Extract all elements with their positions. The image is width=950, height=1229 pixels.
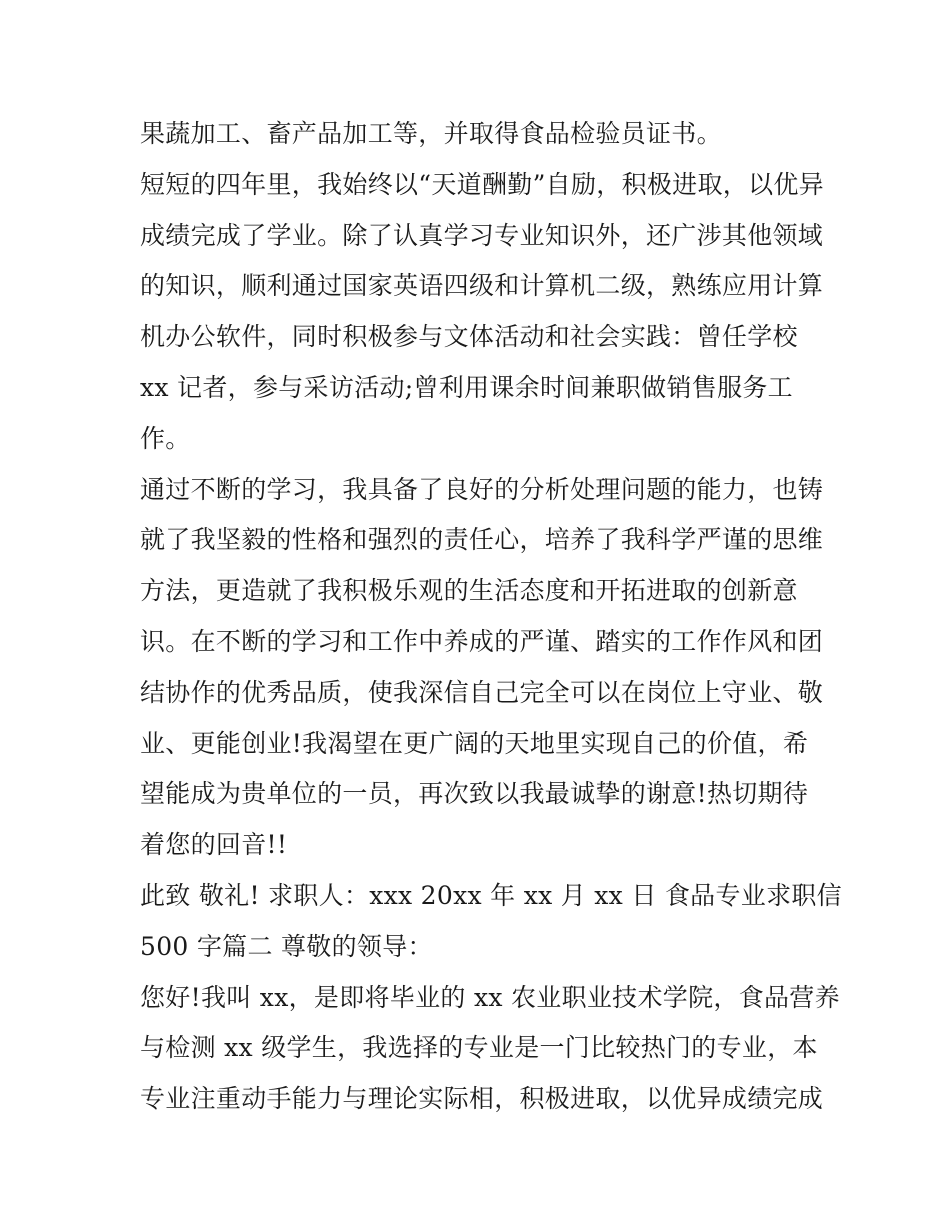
text-line: 果蔬加工、畜产品加工等，并取得食品检验员证书。 [140, 119, 722, 148]
text-line: 500 字篇二 尊敬的领导： [140, 931, 433, 961]
text-line: 的知识，顺利通过国家英语四级和计算机二级，熟练应用计算 [140, 271, 824, 301]
text-line: xx 记者，参与采访活动;曾利用课余时间兼职做销售服务工 [140, 372, 793, 402]
text-line: 专业注重动手能力与理论实际相，积极进取，以优异成绩完成 [140, 1084, 824, 1114]
text-line: 成绩完成了学业。除了认真学习专业知识外，还广涉其他领域 [140, 220, 824, 250]
text-line: 与检测 xx 级学生，我选择的专业是一门比较热门的专业，本 [140, 1033, 818, 1063]
text-line: 业、更能创业!我渴望在更广阔的天地里实现自己的价值，希 [140, 728, 809, 758]
text-line: 短短的四年里，我始终以“天道酬勤”自励，积极进取，以优异 [140, 169, 824, 199]
text-line: 着您的回音!! [140, 830, 288, 860]
document-body [140, 109, 842, 1125]
text-line: 就了我坚毅的性格和强烈的责任心，培养了我科学严谨的思维 [140, 525, 824, 555]
text-line: 通过不断的学习，我具备了良好的分析处理问题的能力，也铸 [140, 474, 824, 504]
text-line: 方法，更造就了我积极乐观的生活态度和开拓进取的创新意 [140, 576, 798, 606]
text-line: 此致 敬礼! 求职人：xxx 20xx 年 xx 月 xx 日 食品专业求职信 [140, 880, 842, 910]
text-line: 结协作的优秀品质，使我深信自己完全可以在岗位上守业、敬 [140, 677, 824, 707]
text-line: 作。 [140, 423, 191, 453]
text-line: 识。在不断的学习和工作中养成的严谨、踏实的工作作风和团 [140, 626, 824, 656]
text-line: 机办公软件，同时积极参与文体活动和社会实践：曾任学校 [140, 322, 798, 352]
text-line: 望能成为贵单位的一员，再次致以我最诚挚的谢意!热切期待 [140, 779, 809, 809]
text-line: 您好!我叫 xx，是即将毕业的 xx 农业职业技术学院，食品营养 [140, 982, 840, 1012]
